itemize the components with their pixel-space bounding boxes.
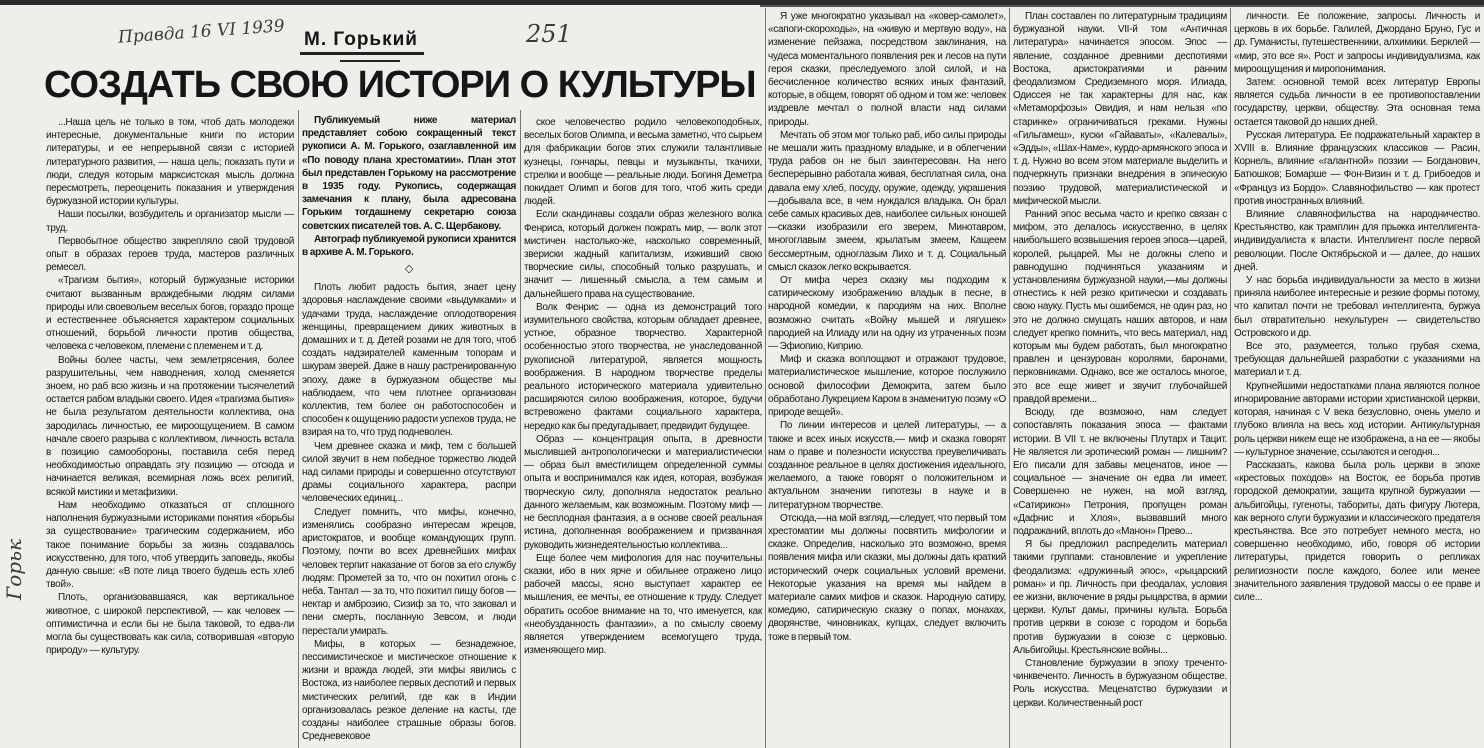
article-paragraph: Я бы предложил распределить материал такими группами: становление и укрепление феодализма: «дружинный эпос», «рыцарский роман» и пр. Личность при феодалах, условия ее жизни, включение в ряды рыцарства, в армии церкви. Культ дамы, причины культа. Борьба против церкви в союзе с городом и борьба против буржуазии в союзе с церковью. Альбигойцы. Крестьянские войны... [1013, 539, 1227, 656]
article-paragraph: Образ — концентрация опыта, в древности мыслившей антропологически и материалистически — образ был вместилищем определенной суммы опыта и воспринимался как идея, которая, возбужая творческую силу, дополняла недостаток реально данного желаемым, как возможным. Поэтому миф — не бесплодная фантазия, а в основе своей реальная истина, дополненная воображением и призванная руководить жизнедеятельностью коллектива... [524, 433, 762, 551]
editorial-intro [302, 114, 516, 259]
article-paragraph: Отсюда,—на мой взгляд,—следует, что первый том хрестоматии мы должны посвятить мифологии и сказке. Определив, насколько это возможно, время появления мифа или сказки, мы должны дать краткий исторический очерк социальных условий времени. Некоторые указания на время мы найдем в материале самих мифов и сказок. Народную сатиру, комедию, сатирическую сказку о попах, монахах, дворянстве, чиновниках, купцах, следует включить тоже в первый том. [768, 512, 1006, 643]
article-title: СОЗДАТЬ СВОЮ ИСТОРИ О КУЛЬТУРЫ [44, 64, 756, 106]
article-column-2 [302, 114, 516, 743]
article-paragraph: Крупнейшими недостатками плана являются полное игнорирование авторами истории христианской церкви, которая, начиная с V века безусловно, очень умело и глубоко влияла на весь ход истории. Антикультурная роль церкви никем еще не изображена, а на ее — якобы — культурное значение, ссылаются и сегодня... [1234, 380, 1480, 458]
article-paragraph: План составлен по литературным традициям буржуазной науки. VII-й том «Античная литература» начинается эпосом. Эпос — явление, созданное древними деспотиями Востока, аристократиями и ранним феодализмом Средиземного моря. Илиада, Одиссея не так характерны для нас, как «Метаморфозы» Овидия, и нам нельзя «по старинке» ограничиваться греками. Нужны «Гильгамеш», куски «Гайаваты», «Калевалы», «Эдды», «Шах-Наме», курдо-армянского эпоса и т. д. Нужно во всем этом материале выделить и подчеркнуть признаки внедрения в эпическую поэзию трудовой, материалистической и мифической мысли. [1013, 11, 1227, 207]
article-paragraph: Наши посылки, возбудитель и организатор мысли — труд. [46, 209, 294, 234]
article-paragraph: Еще более чем мифология для нас поучительны сказки, ибо в них ярче и обильнее отражено лицо рабочей массы, ясно выступает характер ее мышления, ее мечты, ее отношение к труду. Следует обратить особое внимание на то, что именуется, как «необузданность фантазии», а по смыслу своему является утверждением всемогущего труда, изменяющего мир. [524, 552, 762, 657]
article-paragraph: Становление буржуазии в эпоху треченто-чинквеченто. Личность в буржуазном обществе. Роль искусства. Меценатство буржуазии и церкви. Количественный рост [1013, 657, 1227, 709]
column-divider [520, 110, 521, 748]
article-column-1 [46, 116, 294, 657]
article-paragraph: Миф и сказка воплощают и отражают трудовое, материалистическое мышление, которое послужило основой философии Демокрита, затем было обработано Лукрецием Каром в знаменитую поэму «О природе вещей». [768, 354, 1006, 419]
handwritten-number: 251 [526, 20, 572, 48]
article-paragraph: Русская литература. Ее подражательный характер в XVIII в. Влияние французских классиков — Расин, Корнель, влияние «галантной» поэзии — Богданович, Батюшков; Бомарше — Фон-Визин и т. д. Грибоедов и «Француз из Бордо». Славянофильство — как протест против иностранных влияний. [1234, 129, 1480, 207]
article-paragraph: «Трагизм бытия», который буржуазные историки считают вызванным враждебными людям силами природы или своевольем веселых богов, гораздо проще и естественнее объясняется характером социальных отношений, борьбой личности против общества, человека с человеком, племени с племенем и т. д. [46, 275, 294, 353]
handwritten-margin-note: Горьк [2, 539, 26, 600]
article-paragraph: Чем древнее сказка и миф, тем с большей силой звучит в нем победное торжество людей над силами природы и совершенно отсутствуют драмы социального характера, распри человеческих единиц... [302, 440, 516, 505]
article-paragraph: Если скандинавы создали образ железного волка Фенриса, который должен пожрать мир, — волк этот мистичен настолько-же, насколько современный, звериски жадный капитализм, изживший свою творческие силы, способный только разрушать, и значит — лишенный смысла, а тем самым и дальнейшего права на существование. [524, 209, 762, 300]
article-author: М. Горький [300, 28, 424, 55]
article-paragraph: Войны более часты, чем землетрясения, более разрушительны, чем наводнения, холод сменяется зноем, но раб всю жизнь и на протяжении тысячелетий остается рабом владыки своего. Идея «трагизма бытия» не была результатом деятельности коллектива, она зародилась личностью, ее мироощущением. В самом начале своего разрыва с коллективом, личность встала в позицию самообороны, поставила себя перед необходимостью оправдать эту позицию — отсюда и начинается великая, всемирная ложь всех религий, всякой мистики и метафизики. [46, 354, 294, 498]
article-column-4 [768, 10, 1006, 644]
article-paragraph: Следует помнить, что мифы, конечно, изменялись сообразно интересам жрецов, аристократов, и вообще командующих групп. Поэтому, почти во всех древнейших мифах человек терпит наказание от богов за его службу людям: Прометей за то, что он похитил огонь с неба. Тантал — за то, что похитил пищу богов — нектар и амброзию, Сизиф за то, что заковал и пени смерть, посланную Зевсом, и люди перестали умирать. [302, 506, 516, 637]
article-column-5 [1013, 10, 1227, 710]
ornament-diamond-icon: ◇ [404, 263, 414, 276]
article-paragraph: Мифы, в которых — безнадежное, пессимистическое и мистическое отношение к жизни и вражда людей, эти мифы явились с Востока, из наиболее первых деспотий и первых мистических религий, где как в Индии организовалась резкое деление на касты, где созданы наиболее страшные образы богов. Средневековое [302, 638, 516, 743]
article-paragraph: Плоть, организовавшаяся, как вертикальное животное, с широкой перспективой, — как человек — оптимистична и если бы не была таковой, то едва-ли могла бы существовать как сила, сотворившая «вторую природу» — культуру. [46, 592, 294, 657]
article-paragraph: Влияние славянофильства на народничество. Крестьянство, как трамплин для прыжка интеллигента-индивидуалиста к власти. Интеллигент после первой революции. После Октябрьской и — далее, до наших дней. [1234, 209, 1480, 273]
article-paragraph: Мечтать об этом мог только раб, ибо силы природы не мешали жить праздному владыке, и в облегчении труда рабов он не был заинтересован. На него бесперерывно работала живая, бесплатная сила, она давала ему хлеб, посуду, оружие, одежду, украшения—добывала все, в чем нуждался владыка. Он брал себе самых красивых дев, наиболее сильных юношей—сказки изобразили его зверем, Минотавром, многоглавым змеем, крылатым змеем, Кащеем бессмертным, одноглазым Лихо и т. д. Социальный смысл сказок легко вскрывается. [768, 129, 1006, 273]
article-paragraph: ...Наша цель не только в том, чтоб дать молодежи интересные, документальные книги по истории литературы, и ее непрерывной связи с историей литературного развития, — наша цель; показать пути и люди, следуя которым марксистская мысль должна пересмотреть, переоценить показания и утверждения буржуазной истории культуры. [46, 117, 294, 208]
article-paragraph: Всюду, где возможно, нам следует сопоставлять показания эпоса — фактами истории. В VII т. не включены Плутарх и Тацит. Не является ли эротический роман — лишним? Его писали для забавы меценатов, иное — социальное — значение он едва ли имеет. Совершенно не нужен, на мой взгляд, «Сатирикон» Петрония, пропущен роман «Дафнис и Хлоя», вызвавший много подражаний, вплоть до «Манон» Прево... [1013, 407, 1227, 537]
article-paragraph: Первобытное общество закрепляло свой трудовой опыт в образах героев труда, мастеров различных ремесел. [46, 235, 294, 274]
article-paragraph: От мифа через сказку мы подходим к сатирическому изображению владык в песне, в народной комедии, к пародиям на них. Вполне возможно считать «Войну мышей и лягушек» пародией на Илиаду или на одну из утраченных поэм — Эфиопию, Киприю. [768, 275, 1006, 353]
article-column-6 [1234, 10, 1480, 604]
article-paragraph: Рассказать, какова была роль церкви в эпохе «крестовых походов» на Восток, ее борьба против городской демократии, защита крупной буржуазии — альбигойцы, гугеноты, табориты, дать фигуру Лютера, как верного слуги буржуазии и классического предателя крестьянства. Все это потребует немного места, но совершенно необходимо, ибо, говоря об истории литературы, придется говорить о репликах религиозности после каждого, более или менее значительного заявления трудовой массы о ее праве и силе... [1234, 459, 1480, 603]
column-divider [298, 110, 299, 748]
article-column-3 [524, 116, 762, 657]
column-divider [765, 8, 766, 748]
top-border-rule-secondary [760, 5, 1484, 7]
article-paragraph: ское человечество родило человекоподобных, веселых богов Олимпа, и весьма заметно, что сырьем для фабрикации богов этих служили талантливые кузнецы, гончары, певцы и музыканты, ткачихи, стрелки и вообще — реальные люди. Богиня Деметра покидает Олимп и богов для того, чтоб жить среди людей. [524, 117, 762, 208]
article-paragraph: Я уже многократно указывал на «ковер-самолет», «сапоги-скороходы», на «живую и мертвую воду», на изменение пейзажа, посредством заклинания, на чудеса моментального появления рек и лесов на пути героя сказки, преследуемого злой силой, и на бесчисленное количество всяких иных фантазий, которые, в общем, говорят об одном и том же: человек издревле мечтал о полной власти над силами природы. [768, 11, 1006, 128]
handwritten-date-note: Правда 16 VI 1939 [117, 16, 286, 48]
column-divider [1009, 8, 1010, 748]
intro-paragraph: Публикуемый ниже материал представляет собою сокращенный текст рукописи А. М. Горького, озаглавленной им «По поводу плана хрестоматии». План этот был представлен Горькому на рассмотрение в 1935 году. Рукопись, содержащая замечания к плану, была адресована Горьким тогдашнему секретарю союза советских писателей тов. А. С. Щербакову. [302, 115, 516, 232]
article-paragraph: У нас борьба индивидуальности за место в жизни приняла наиболее интересные и резкие формы потому, что капитал почти не требовал интеллигента, буржуа был отвратительно некультурен — свидетельство Островского и др. [1234, 275, 1480, 339]
article-paragraph: Затем: основной темой всех литератур Европы является судьба личности в ее противопоставлении государству, церкви, обществу. Эта основная тема остается таковой до наших дней. [1234, 77, 1480, 128]
article-paragraph: Плоть любит радость бытия, знает цену здоровья наслаждение своими «выдумками» и удачами труда, наслаждение оплодотворения женщины, превращением диких животных в домашних и т. д. Детей розами не для того, чтоб создать надзирателей каменным топорам и шкурам зверей. Даже в нашу растренированную эпоху, даже в буржуазном обществе мы наблюдаем, что чем плотнее организован коллектив, тем более он работоспособен и способен к ощущению радости успехов труда, не взирая на то, что труд подневолен. [302, 282, 516, 439]
article-paragraph: По линии интересов и целей литературы, — а также и всех иных искусств,— миф и сказка говорят нам о праве и полезности искусства преувеличивать созданное реальное в целях достижения идеального, желаемого, а также говорят о положительном и актуальном значении гипотезы в науке и в литературном творчестве. [768, 420, 1006, 511]
article-paragraph: Нам необходимо отказаться от сплошного наполнения буржуазными историками понятия «борьбы за существование» трагическим содержанием, ибо такое понимание борьбы за жизнь создавалось искусственно, для того, чтоб утвердить заповедь, якобы данную свыше: «В поте лица твоего будешь есть хлеб твой». [46, 499, 294, 591]
article-paragraph: Волк Фенрис — одна из демонстраций того изумительного свойства, которым обладает древнее, устное, образное творчество. Характерной особенностью этого творчества, не унаследованной рукописной литературой, является мощность воображения. В народном творчестве пределы реального исторического материала удивительно расширяются силою воображения, которое, будучи встревожено фактами социального характера, нередко как бы предугадывает, предвидит будущее. [524, 301, 762, 432]
article-paragraph: Все это, разумеется, только грубая схема, требующая дальнейшей разработки с указаниями на материал и т. д. [1234, 341, 1480, 379]
intro-paragraph: Автограф публикуемой рукописи хранится в архиве А. М. Горького. [302, 233, 516, 259]
article-paragraph: личности. Ее положение, запросы. Личность и церковь в их борьбе. Галилей, Джордано Бруно, Гус и др. Гуманисты, путешественники, алхимики. Берклей — «мир, это все я». Рост и запросы индивидуализма, как мироощущения и миропонимания. [1234, 11, 1480, 75]
column-divider [1230, 8, 1231, 748]
article-paragraph: Ранний эпос весьма часто и крепко связан с мифом, это делалось искусственно, в целях наибольшего возвышения героев эпоса—царей, королей, рыцарей. Мы не должны слепо и равнодушно подчиняться указаниям и установлениям буржуазной науки,—мы должны отнестись к ней резко критически и создавать свою науку. Пусть мы ошибемся, не один раз, но это не должно смущать наших авторов, и нам следует крепко помнить, что весь материал, над которым мы будем работать, был многократно правлен и цензурован королями, баронами, перковниками. Однако, все же осталось многое, это все еще живет и звучит глубочайшей правдой времени... [1013, 209, 1227, 405]
